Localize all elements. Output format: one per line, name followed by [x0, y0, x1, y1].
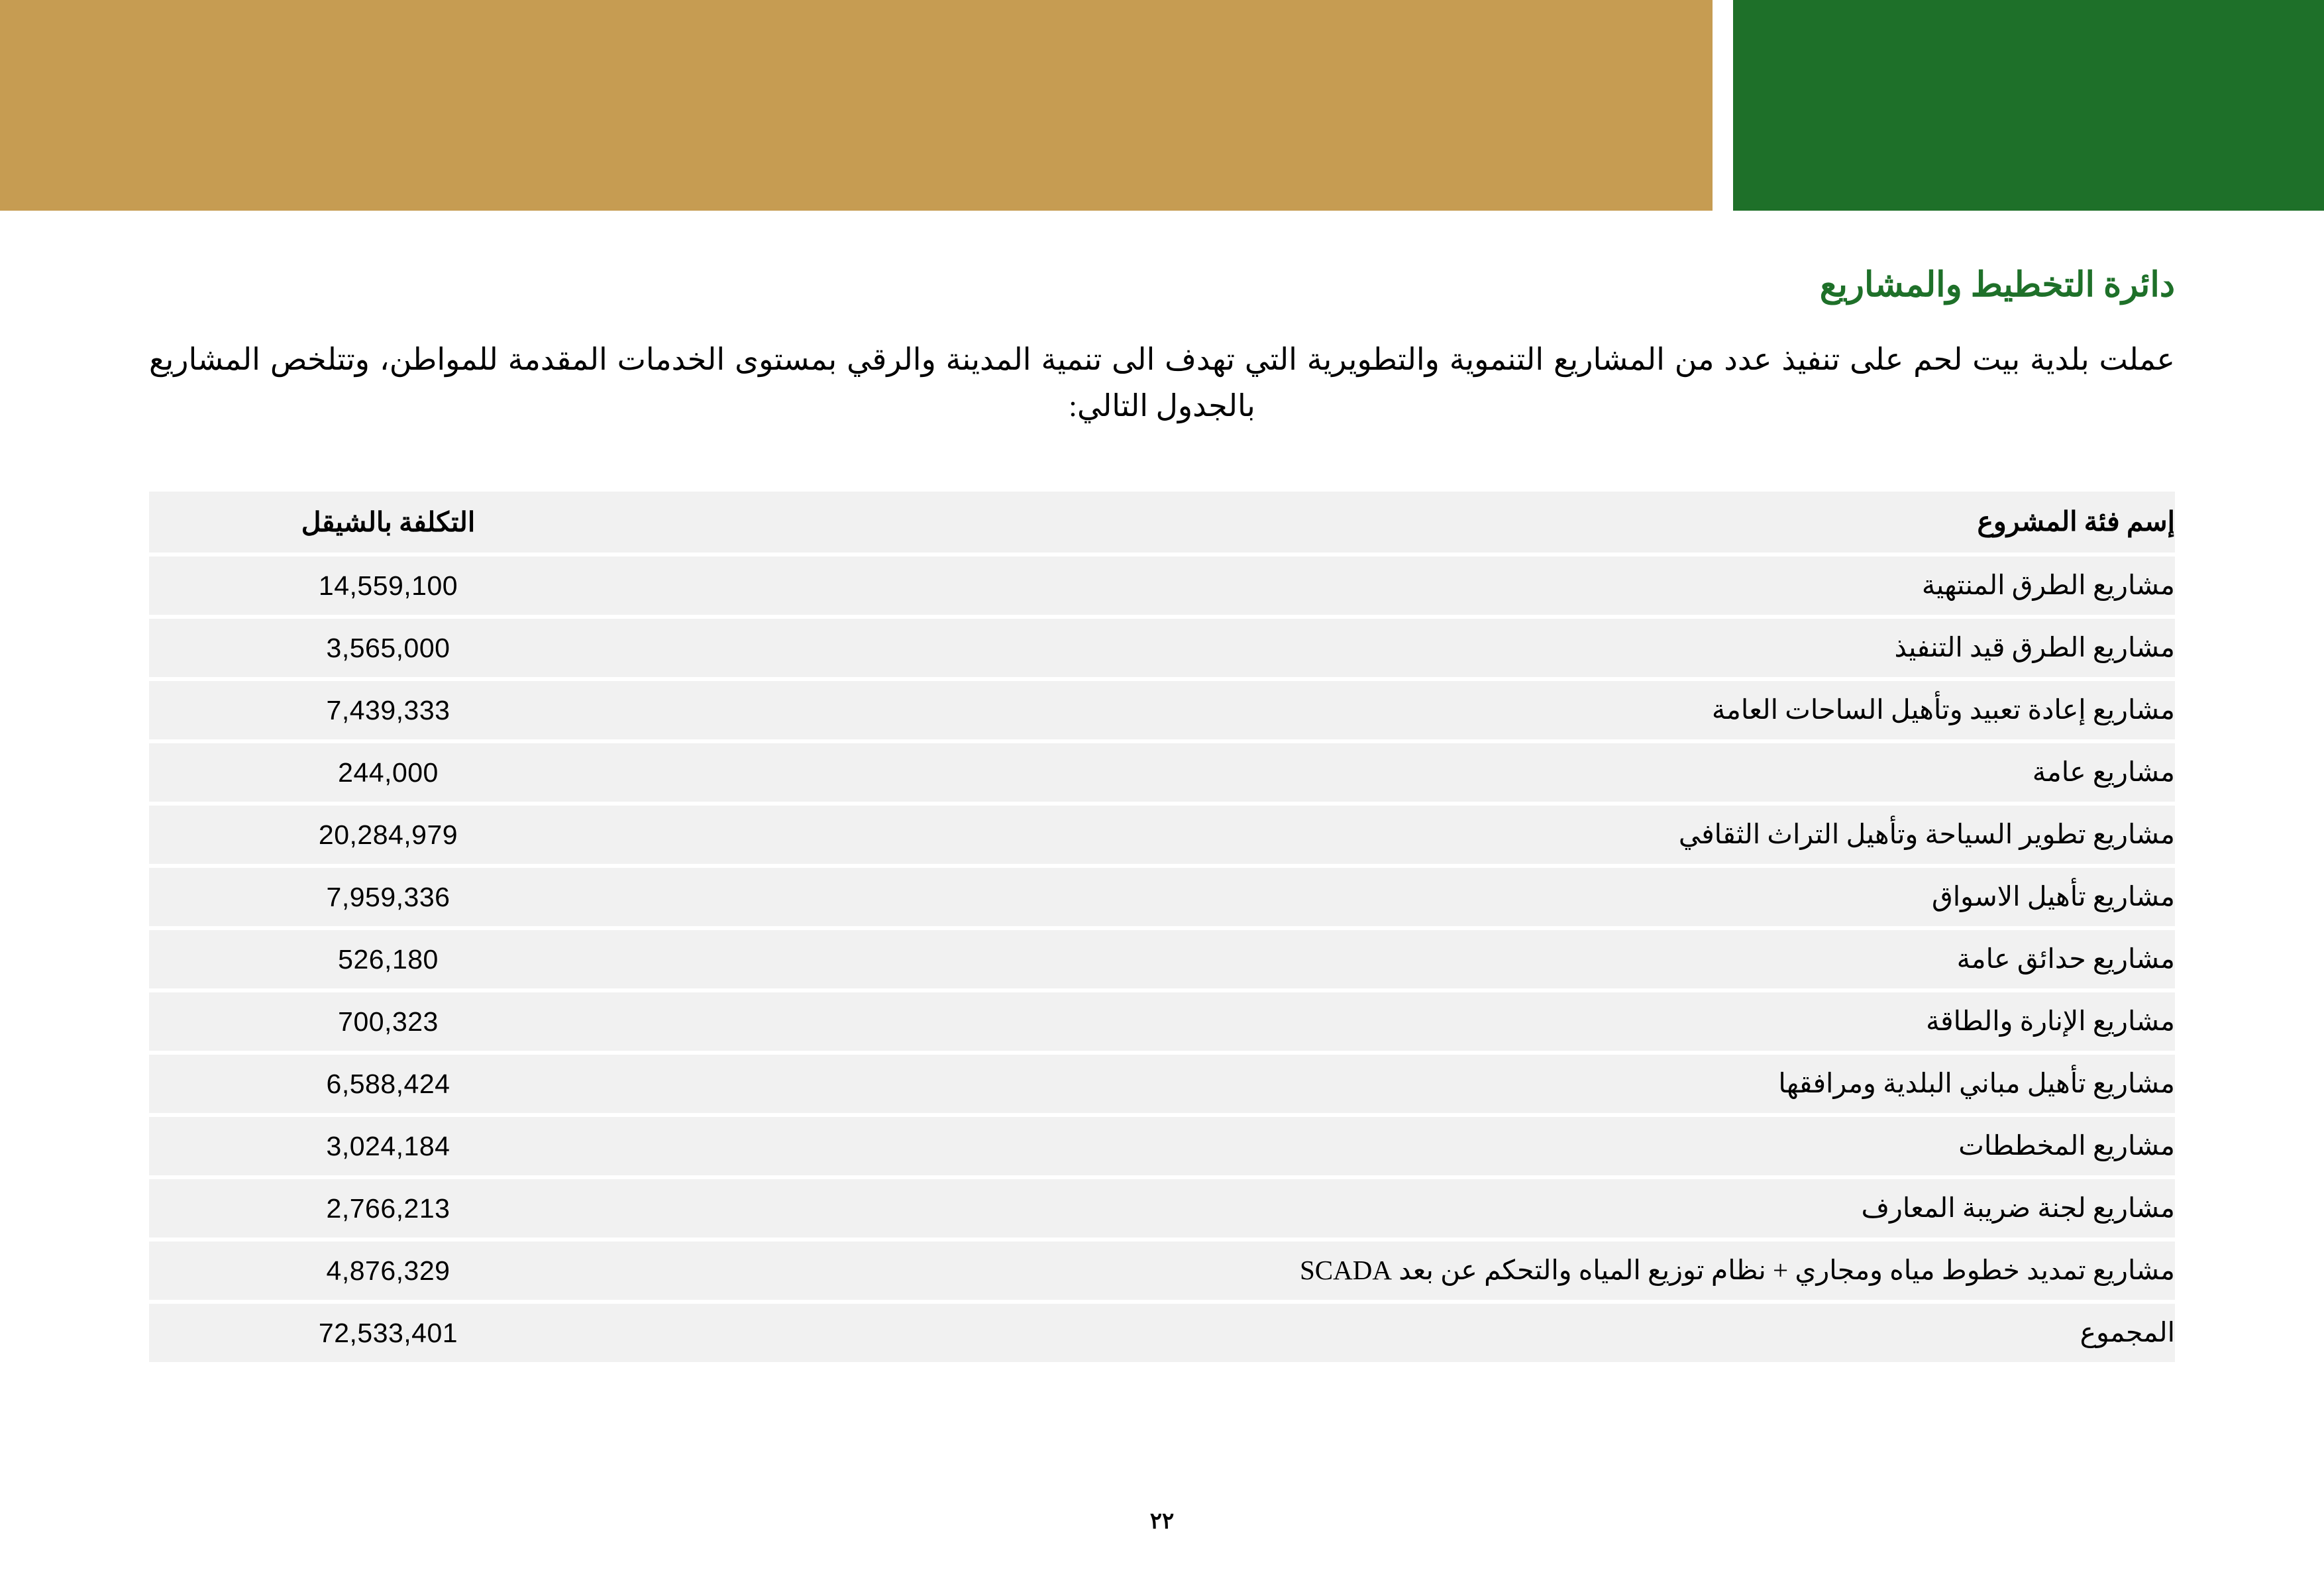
table-row — [149, 930, 2175, 988]
table-row — [149, 1242, 2175, 1300]
cell-project-category: مشاريع عامة — [627, 743, 2175, 802]
cell-cost: 20,284,979 — [149, 806, 627, 864]
cell-project-category: مشاريع لجنة ضريبة المعارف — [627, 1179, 2175, 1238]
cell-cost: 3,565,000 — [149, 619, 627, 677]
table-row — [149, 556, 2175, 615]
cell-project-category: مشاريع تأهيل الاسواق — [627, 868, 2175, 926]
cell-cost: 14,559,100 — [149, 556, 627, 615]
cell-cost: 72,533,401 — [149, 1304, 627, 1362]
page-number: ٢٢ — [1149, 1509, 1175, 1534]
cell-project-category: مشاريع إعادة تعبيد وتأهيل الساحات العامة — [627, 681, 2175, 739]
cell-project-category: مشاريع الإنارة والطاقة — [627, 992, 2175, 1051]
cell-cost: 6,588,424 — [149, 1055, 627, 1113]
cell-project-category: مشاريع المخططات — [627, 1117, 2175, 1175]
table-header — [149, 492, 2175, 553]
cell-project-category: المجموع — [627, 1304, 2175, 1362]
cell-cost: 7,439,333 — [149, 681, 627, 739]
cell-cost: 3,024,184 — [149, 1117, 627, 1175]
cell-project-category: مشاريع الطرق المنتهية — [627, 556, 2175, 615]
cell-cost: 4,876,329 — [149, 1242, 627, 1300]
cell-project-category: مشاريع تطوير السياحة وتأهيل التراث الثقافي — [627, 806, 2175, 864]
page-body — [0, 211, 2324, 1586]
projects-table — [149, 488, 2175, 1366]
table-row — [149, 743, 2175, 802]
table-row — [149, 1117, 2175, 1175]
table-row — [149, 868, 2175, 926]
cell-cost: 700,323 — [149, 992, 627, 1051]
column-header-project-category: إسم فئة المشروع — [627, 492, 2175, 553]
banner-gold-block — [0, 0, 1713, 211]
cell-cost: 7,959,336 — [149, 868, 627, 926]
cell-cost: 244,000 — [149, 743, 627, 802]
banner-green-block — [1733, 0, 2324, 211]
table-row — [149, 992, 2175, 1051]
cell-project-category: مشاريع الطرق قيد التنفيذ — [627, 619, 2175, 677]
table-row — [149, 681, 2175, 739]
page-title: دائرة التخطيط والمشاريع — [1819, 266, 2175, 304]
table-row — [149, 1055, 2175, 1113]
column-header-cost: التكلفة بالشيقل — [149, 492, 627, 553]
table-header-row — [149, 492, 2175, 553]
table-row — [149, 806, 2175, 864]
table-row — [149, 1179, 2175, 1238]
table-body — [149, 556, 2175, 1362]
cell-project-category: مشاريع حدائق عامة — [627, 930, 2175, 988]
intro-paragraph: عملت بلدية بيت لحم على تنفيذ عدد من المشاريع التنموية والتطويرية التي تهدف الى تنمية المدينة والرقي بمستوى الخدمات المقدمة للمواطن، وتتلخص المشاريع بالجدول التالي: — [149, 343, 2175, 423]
table-row — [149, 1304, 2175, 1362]
cell-cost: 526,180 — [149, 930, 627, 988]
table-row — [149, 619, 2175, 677]
cell-project-category: مشاريع تمديد خطوط مياه ومجاري + نظام توزيع المياه والتحكم عن بعد SCADA — [627, 1242, 2175, 1300]
top-banner — [0, 0, 2324, 211]
cell-cost: 2,766,213 — [149, 1179, 627, 1238]
cell-project-category: مشاريع تأهيل مباني البلدية ومرافقها — [627, 1055, 2175, 1113]
